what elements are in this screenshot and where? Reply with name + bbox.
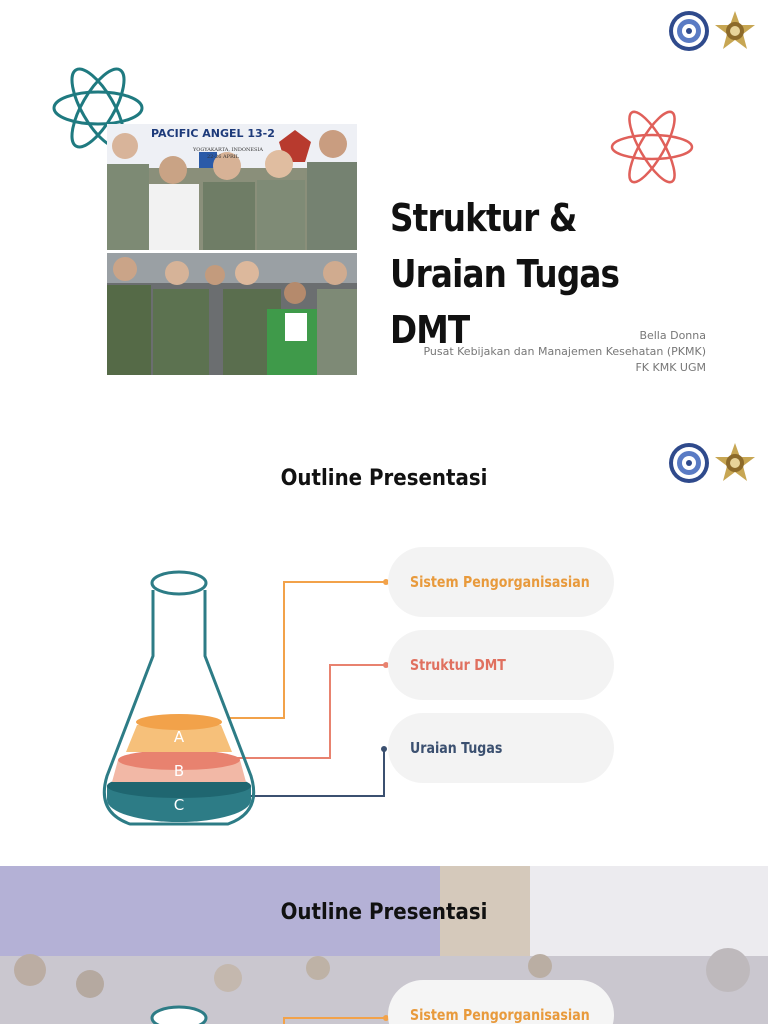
outline-item-label: Struktur DMT [410,656,506,674]
flask-diagram [0,420,768,866]
outline-item-sistem-pengorganisasian[interactable] [388,547,614,617]
photo-caption-date: 22-26 APRIL [207,154,240,160]
title-line-1: Struktur & [390,196,577,240]
atom-icon [610,108,694,186]
group-photo-bottom [107,253,357,375]
author-name: Bella Donna [639,329,706,342]
flask-diagram-partial [0,866,768,1024]
outline-item-label: Uraian Tugas [410,739,503,757]
outline-item-label: Sistem Pengorganisasian [410,1006,590,1024]
outline-item-sistem-pengorganisasian[interactable] [388,980,614,1024]
outline-title: Outline Presentasi [280,466,488,491]
photo-caption-sub: YOGYAKARTA, INDONESIA [193,147,263,153]
title-line-2: Uraian Tugas DMT [390,252,620,352]
author-organization: Pusat Kebijakan dan Manajemen Kesehatan (PKMK) [423,345,706,358]
university-seal-logo [668,10,710,52]
author-faculty: FK KMK UGM [635,361,706,374]
flask-label-a: A [173,728,185,746]
photo-caption-top: PACIFIC ANGEL 13-2 [151,127,275,140]
outline-item-struktur-dmt[interactable] [388,630,614,700]
flask-label-b: B [173,762,185,780]
logo-group [668,10,756,52]
outline-item-uraian-tugas[interactable] [388,713,614,783]
title-slide [0,0,768,420]
outline-slide [0,420,768,866]
group-photo-top [107,124,357,250]
outline-title: Outline Presentasi [280,900,488,925]
gadjah-mada-emblem-logo [714,10,756,52]
flask-label-c: C [173,796,185,814]
author-block [423,328,706,376]
outline-slide-photo [0,866,768,1024]
outline-item-label: Sistem Pengorganisasian [410,573,590,591]
